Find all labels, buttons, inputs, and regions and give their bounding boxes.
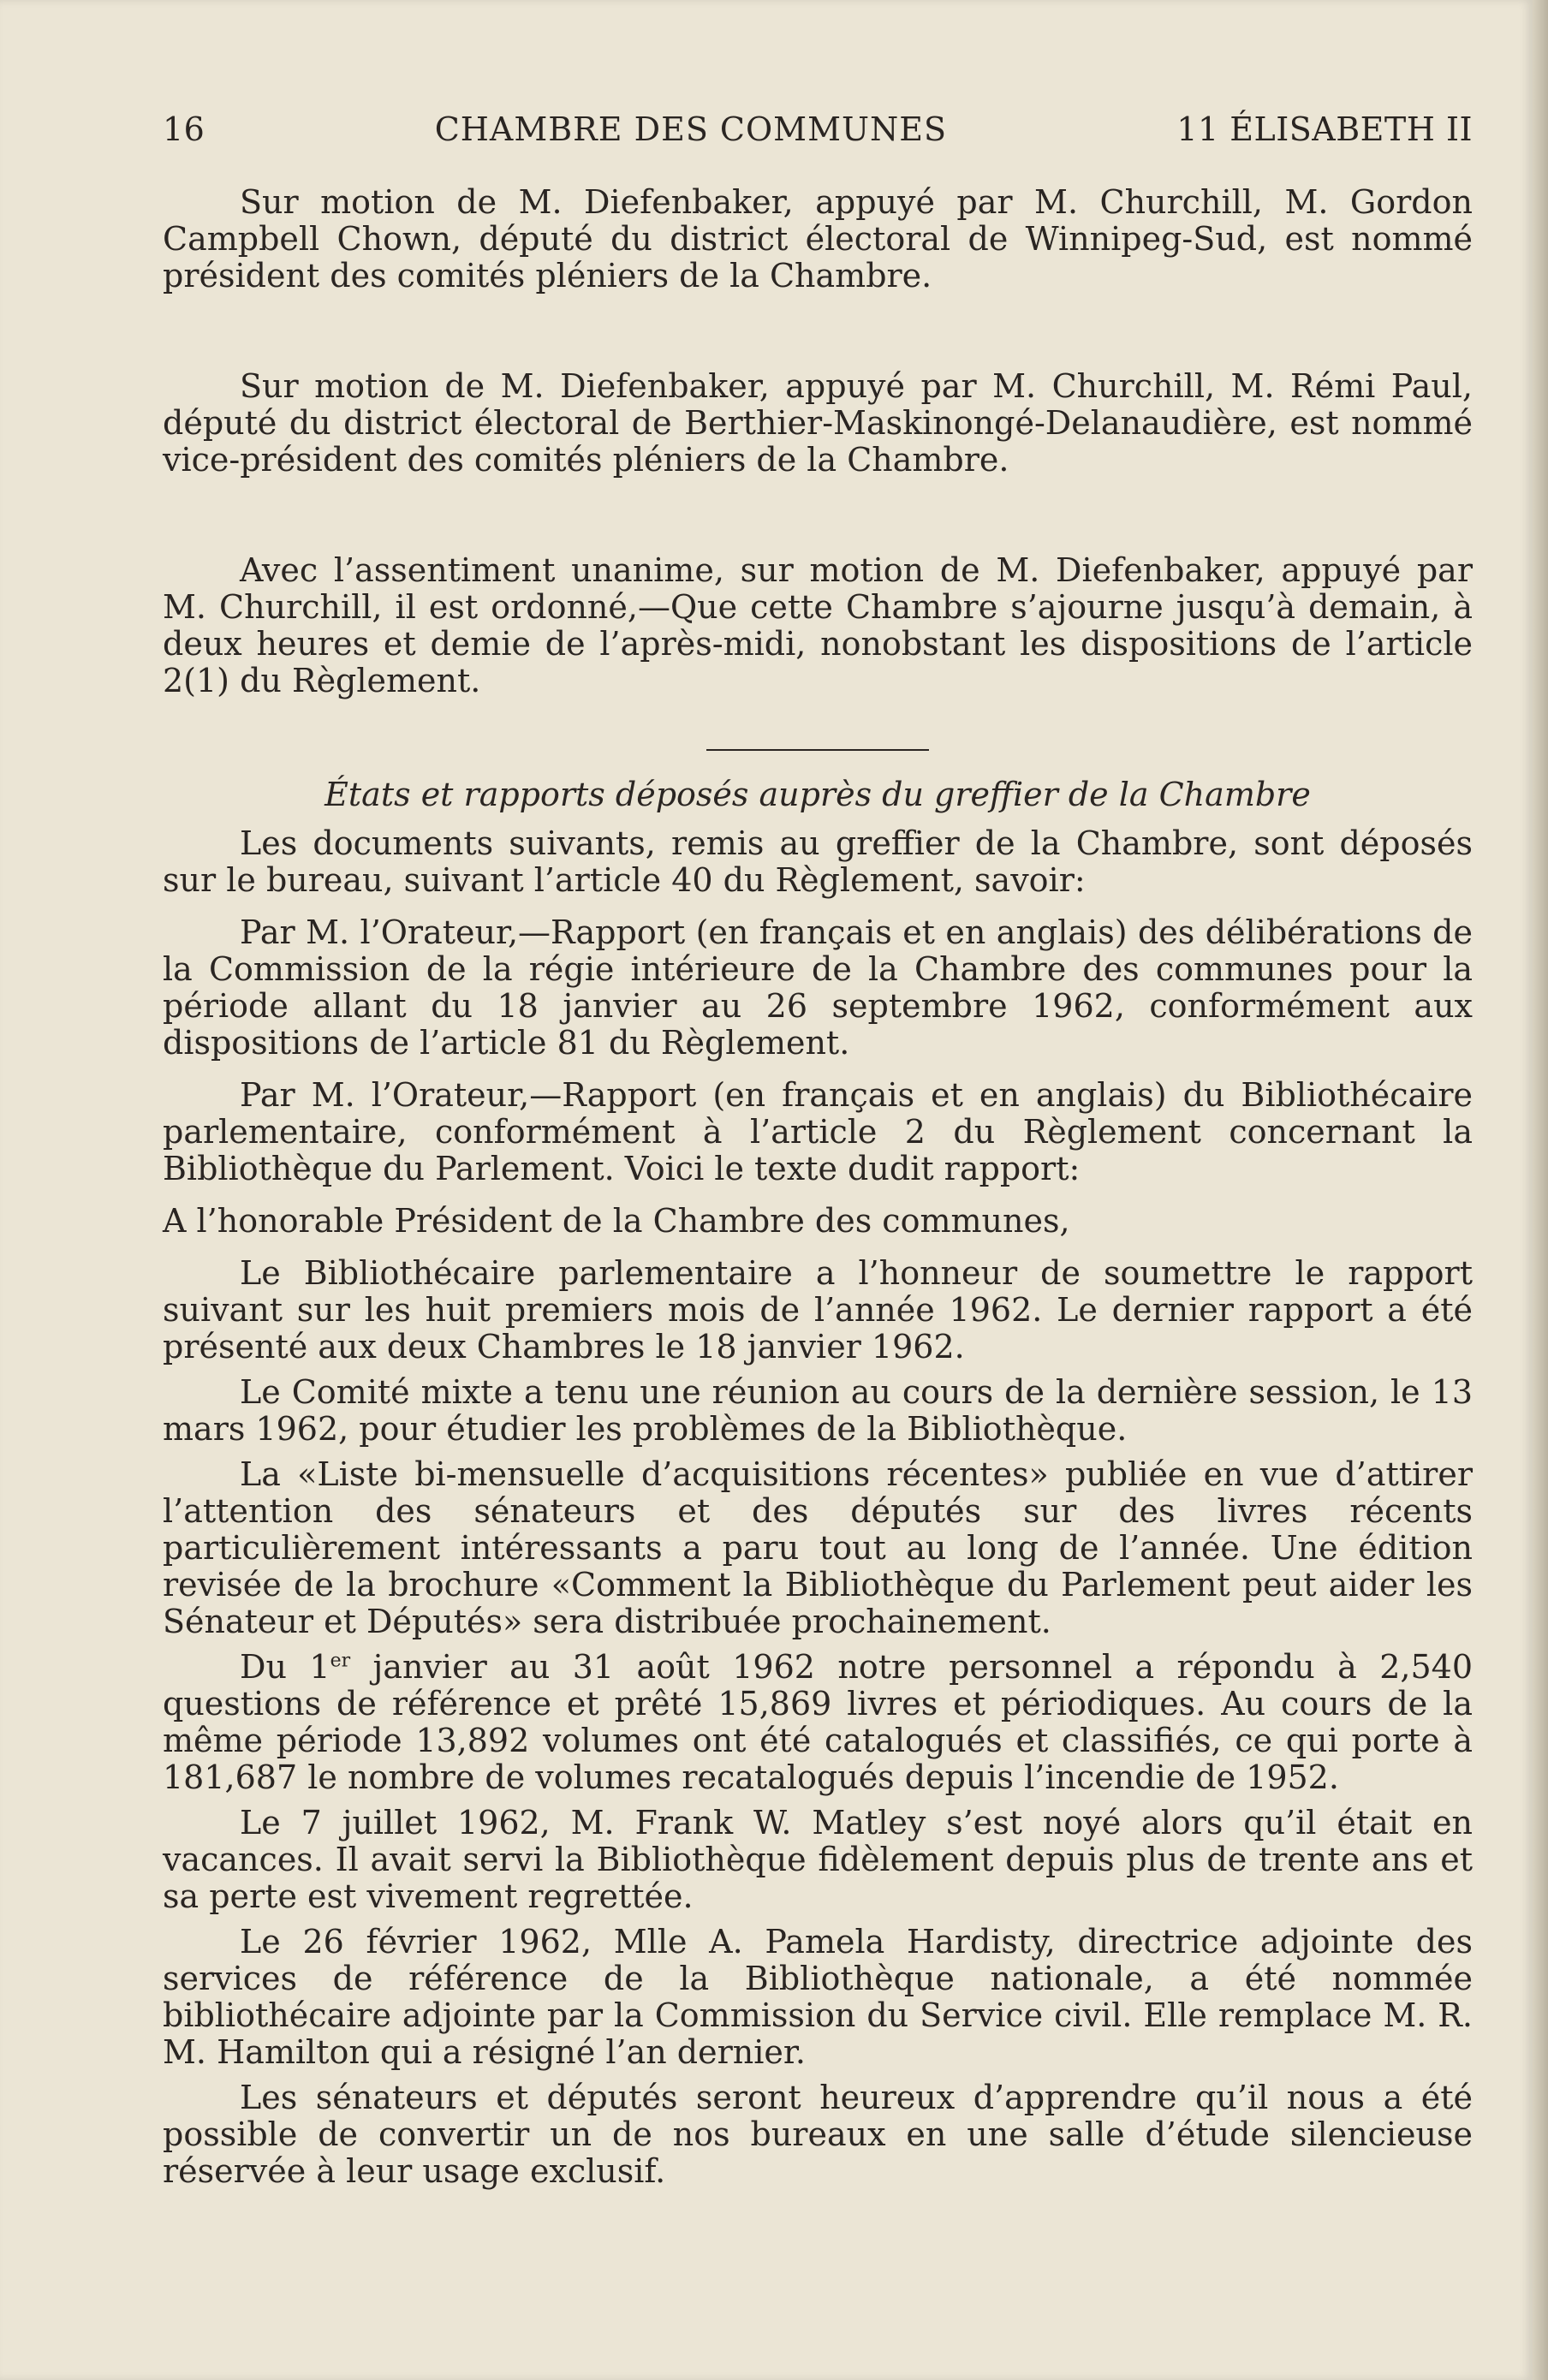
paragraph-joint-committee: Le Comité mixte a tenu une réunion au cours de la dernière session, le 13 mars 1962, pour étudier les problèmes de la Bibliothèque. — [163, 1373, 1473, 1448]
paragraph-acquisitions-list: La «Liste bi-mensuelle d’acquisitions récentes» publiée en vue d’attirer l’attention des sénateurs et des députés sur des livres récents particulièrement intéressants a paru tout au long de l’année. Une édition revisée de la brochure «Comment la Bibliothèque du Parlement peut aider les Sénateur et Députés» sera distribuée prochainement. — [163, 1455, 1473, 1640]
running-header — [163, 111, 1473, 148]
paragraph-report-intro: Le Bibliothécaire parlementaire a l’honneur de soumettre le rapport suivant sur les huit premiers mois de l’année 1962. Le dernier rapport a été présenté aux deux Chambres le 18 janvier 1962. — [163, 1254, 1473, 1366]
section-divider — [706, 749, 929, 751]
page-edge — [1533, 0, 1548, 2380]
paragraph-adjournment: Avec l’assentiment unanime, sur motion de M. Diefenbaker, appuyé par M. Churchill, il est ordonné,—Que cette Chambre s’ajourne jusqu’à demain, à deux heures et demie de l’après-midi, nonobstant les dispositions de l’article 2(1) du Règlement. — [163, 551, 1473, 699]
paragraph-reference-statistics — [163, 1649, 1473, 1796]
document-body — [163, 111, 1473, 2190]
statistics-start: Du 1 — [240, 1648, 330, 1686]
paragraph-chairman-appointment: Sur motion de M. Diefenbaker, appuyé par M. Churchill, M. Gordon Campbell Chown, député du district électoral de Winnipeg-Sud, est nommé président des comités pléniers de la Chambre. — [163, 183, 1473, 295]
salutation: A l’honorable Président de la Chambre des communes, — [163, 1202, 1070, 1240]
paragraph-vice-chairman-appointment: Sur motion de M. Diefenbaker, appuyé par M. Churchill, M. Rémi Paul, député du district électoral de Berthier-Maskinongé-Delanaudière, est nommé vice-président des comités pléniers de la Chambre. — [163, 367, 1473, 479]
paragraph-study-room: Les sénateurs et députés seront heureux d’apprendre qu’il nous a été possible de convertir un de nos bureaux en une salle d’étude silencieuse réservée à leur usage exclusif. — [163, 2079, 1473, 2190]
paragraph-commission-report: Par M. l’Orateur,—Rapport (en français et en anglais) des délibérations de la Commission de la régie intérieure de la Chambre des communes pour la période allant du 18 janvier au 26 septembre 1962, conformément aux dispositions de l’article 81 du Règlement. — [163, 913, 1473, 1062]
paragraph-matley: Le 7 juillet 1962, M. Frank W. Matley s’est noyé alors qu’il était en vacances. Il avait servi la Bibliothèque fidèlement depuis plus de trente ans et sa perte est vivement regrettée. — [163, 1804, 1473, 1915]
header-reign: 11 ÉLISABETH II — [1176, 110, 1473, 148]
paragraph-librarian-report: Par M. l’Orateur,—Rapport (en français et en anglais) du Bibliothécaire parlementaire, conformément à l’article 2 du Règlement concernant la Bibliothèque du Parlement. Voici le texte dudit rapport: — [163, 1076, 1473, 1187]
section-title: États et rapports déposés auprès du greffier de la Chambre — [324, 776, 1311, 813]
header-title: CHAMBRE DES COMMUNES — [434, 110, 948, 148]
paragraph-hardisty: Le 26 février 1962, Mlle A. Pamela Hardisty, directrice adjointe des services de référence de la Bibliothèque nationale, a été nommée bibliothécaire adjointe par la Commission du Service civil. Elle remplace M. R. M. Hamilton qui a résigné l’an dernier. — [163, 1923, 1473, 2071]
page-number: 16 — [163, 110, 205, 148]
ordinal-superscript: er — [330, 1650, 351, 1672]
paragraph-documents-intro: Les documents suivants, remis au greffier de la Chambre, sont déposés sur le bureau, suivant l’article 40 du Règlement, savoir: — [163, 824, 1473, 899]
statistics-rest: janvier au 31 août 1962 notre personnel a répondu à 2,540 questions de référence et prêté 15,869 livres et périodiques. Au cours de la même période 13,892 volumes ont été catalogués et classifiés, ce qui porte à 181,687 le nombre de volumes recatalogués depuis l’incendie de 1952. — [163, 1648, 1473, 1796]
